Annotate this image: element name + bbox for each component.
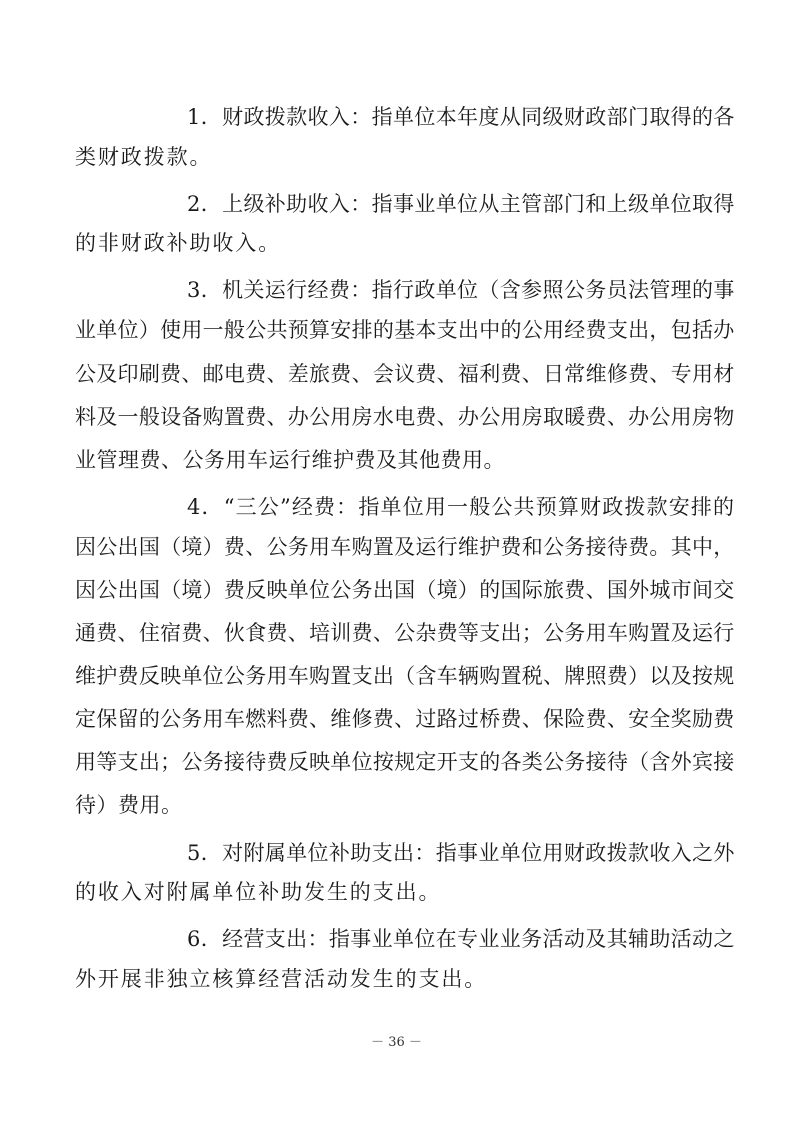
text-line-content: 3．机关运行经费：指行政单位（含参照公务员法管理的事 xyxy=(187,278,735,302)
text-line-content: 2．上级补助收入：指事业单位从主管部门和上级单位取得 xyxy=(187,192,735,216)
text-line-content: 维护费反映单位公务用车购置支出（含车辆购置税、牌照费）以及按规 xyxy=(75,664,735,688)
text-line xyxy=(0,357,793,391)
text-line xyxy=(0,100,793,134)
text-line-content: 定保留的公务用车燃料费、维修费、过路过桥费、保险费、安全奖励费 xyxy=(75,707,735,731)
text-line xyxy=(0,836,793,870)
text-line xyxy=(0,530,793,564)
text-line xyxy=(0,745,793,779)
text-line-content: 1．财政拨款收入：指单位本年度从同级财政部门取得的各 xyxy=(187,105,735,129)
text-line xyxy=(0,443,793,477)
text-line xyxy=(0,400,793,434)
text-line xyxy=(0,187,793,221)
text-line xyxy=(0,875,793,909)
text-line-content: 业单位）使用一般公共预算安排的基本支出中的公用经费支出，包括办 xyxy=(75,318,735,342)
text-line-content: 因公出国（境）费、公务用车购置及运行维护费和公务接待费。其中， xyxy=(75,535,735,559)
text-line xyxy=(0,702,793,736)
text-line-content: 因公出国（境）费反映单位公务出国（境）的国际旅费、国外城市间交 xyxy=(75,578,735,602)
text-line-content: 外开展非独立核算经营活动发生的支出。 xyxy=(75,967,488,991)
text-line xyxy=(0,313,793,347)
text-line-content: 通费、住宿费、伙食费、培训费、公杂费等支出；公务用车购置及运行 xyxy=(75,621,735,645)
text-line-content: 业管理费、公务用车运行维护费及其他费用。 xyxy=(75,448,505,472)
text-line xyxy=(0,922,793,956)
text-line-content: 公及印刷费、邮电费、差旅费、会议费、福利费、日常维修费、专用材 xyxy=(75,362,735,386)
text-line xyxy=(0,573,793,607)
text-line-content: 待）费用。 xyxy=(75,793,183,817)
text-line xyxy=(0,226,793,260)
text-line xyxy=(0,659,793,693)
text-line-content: 用等支出；公务接待费反映单位按规定开支的各类公务接待（含外宾接 xyxy=(75,750,735,774)
text-line-content: 类财政拨款。 xyxy=(75,145,213,169)
text-line-content: 4．“三公”经费：指单位用一般公共预算财政拨款安排的 xyxy=(187,495,736,519)
text-line xyxy=(0,788,793,822)
text-line xyxy=(0,140,793,174)
text-line xyxy=(0,616,793,650)
text-line xyxy=(0,490,793,524)
text-line-content: 6．经营支出：指事业单位在专业业务活动及其辅助活动之 xyxy=(187,927,735,951)
text-line xyxy=(0,962,793,996)
text-line xyxy=(0,273,793,307)
text-line-content: 5．对附属单位补助支出：指事业单位用财政拨款收入之外 xyxy=(187,841,735,865)
text-line-content: 的非财政补助收入。 xyxy=(75,231,282,255)
text-line-content: 料及一般设备购置费、办公用房水电费、办公用房取暖费、办公用房物 xyxy=(75,405,735,429)
text-line-content: 的收入对附属单位补助发生的支出。 xyxy=(75,880,442,904)
page-number: － 36 － xyxy=(371,1035,422,1050)
